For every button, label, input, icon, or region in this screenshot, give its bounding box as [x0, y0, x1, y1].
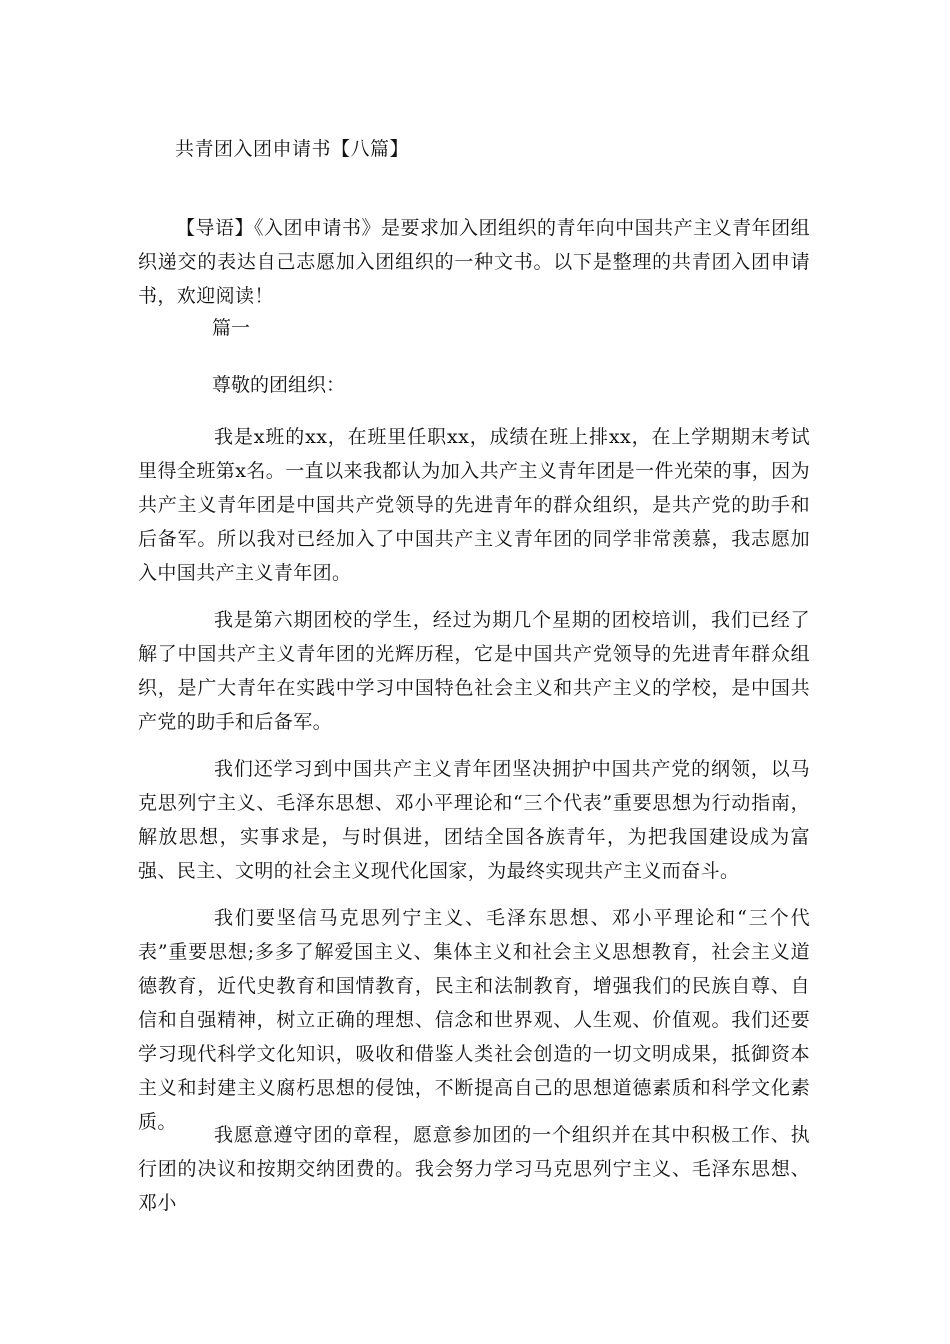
intro-paragraph: 【导语】《入团申请书》是要求加入团组织的青年向中国共产主义青年团组织递交的表达自己志愿加入团组织的一种文书。以下是整理的共青团入团申请书，欢迎阅读！ — [138, 217, 810, 307]
body-paragraph-2: 我是第六期团校的学生，经过为期几个星期的团校培训，我们已经了解了中国共产主义青年团的光辉历程，它是中国共产党领导的先进青年群众组织，是广大青年在实践中学习中国特色社会主义和共产主义的学校，是中国共产党的助手和后备军。 — [138, 609, 810, 733]
body-paragraph-5: 我愿意遵守团的章程，愿意参加团的一个组织并在其中积极工作、执行团的决议和按期交纳团费的。我会努力学习马克思列宁主义、毛泽东思想、邓小 — [138, 1124, 810, 1214]
body-paragraph-1: 我是x班的xx，在班里任职xx，成绩在班上排xx，在上学期期末考试里得全班第x名。一直以来我都认为加入共产主义青年团是一件光荣的事，因为共产主义青年团是中国共产党领导的先进青年的群众组织，是共产党的助手和后备军。所以我对已经加入了中国共产主义青年团的同学非常羡慕，我志愿加入中国共产主义青年团。 — [138, 426, 810, 584]
section-heading: 篇一 — [212, 317, 251, 339]
body-paragraph-3: 我们还学习到中国共产主义青年团坚决拥护中国共产党的纲领，以马克思列宁主义、毛泽东思想、邓小平理论和“三个代表”重要思想为行动指南，解放思想，实事求是，与时俱进，团结全国各族青年，为把我国建设成为富强、民主、文明的社会主义现代化国家，为最终实现共产主义而奋斗。 — [138, 758, 810, 882]
salutation: 尊敬的团组织： — [212, 374, 346, 396]
document-title: 共青团入团申请书【八篇】 — [175, 138, 410, 160]
body-paragraph-4: 我们要坚信马克思列宁主义、毛泽东思想、邓小平理论和“三个代表”重要思想;多多了解爱国主义、集体主义和社会主义思想教育，社会主义道德教育，近代史教育和国情教育，民主和法制教育，增强我们的民族自尊、自信和自强精神，树立正确的理想、信念和世界观、人生观、价值观。我们还要学习现代科学文化知识，吸收和借鉴人类社会创造的一切文明成果，抵御资本主义和封建主义腐朽思想的侵蚀，不断提高自己的思想道德素质和科学文化素质。 — [138, 907, 810, 1133]
